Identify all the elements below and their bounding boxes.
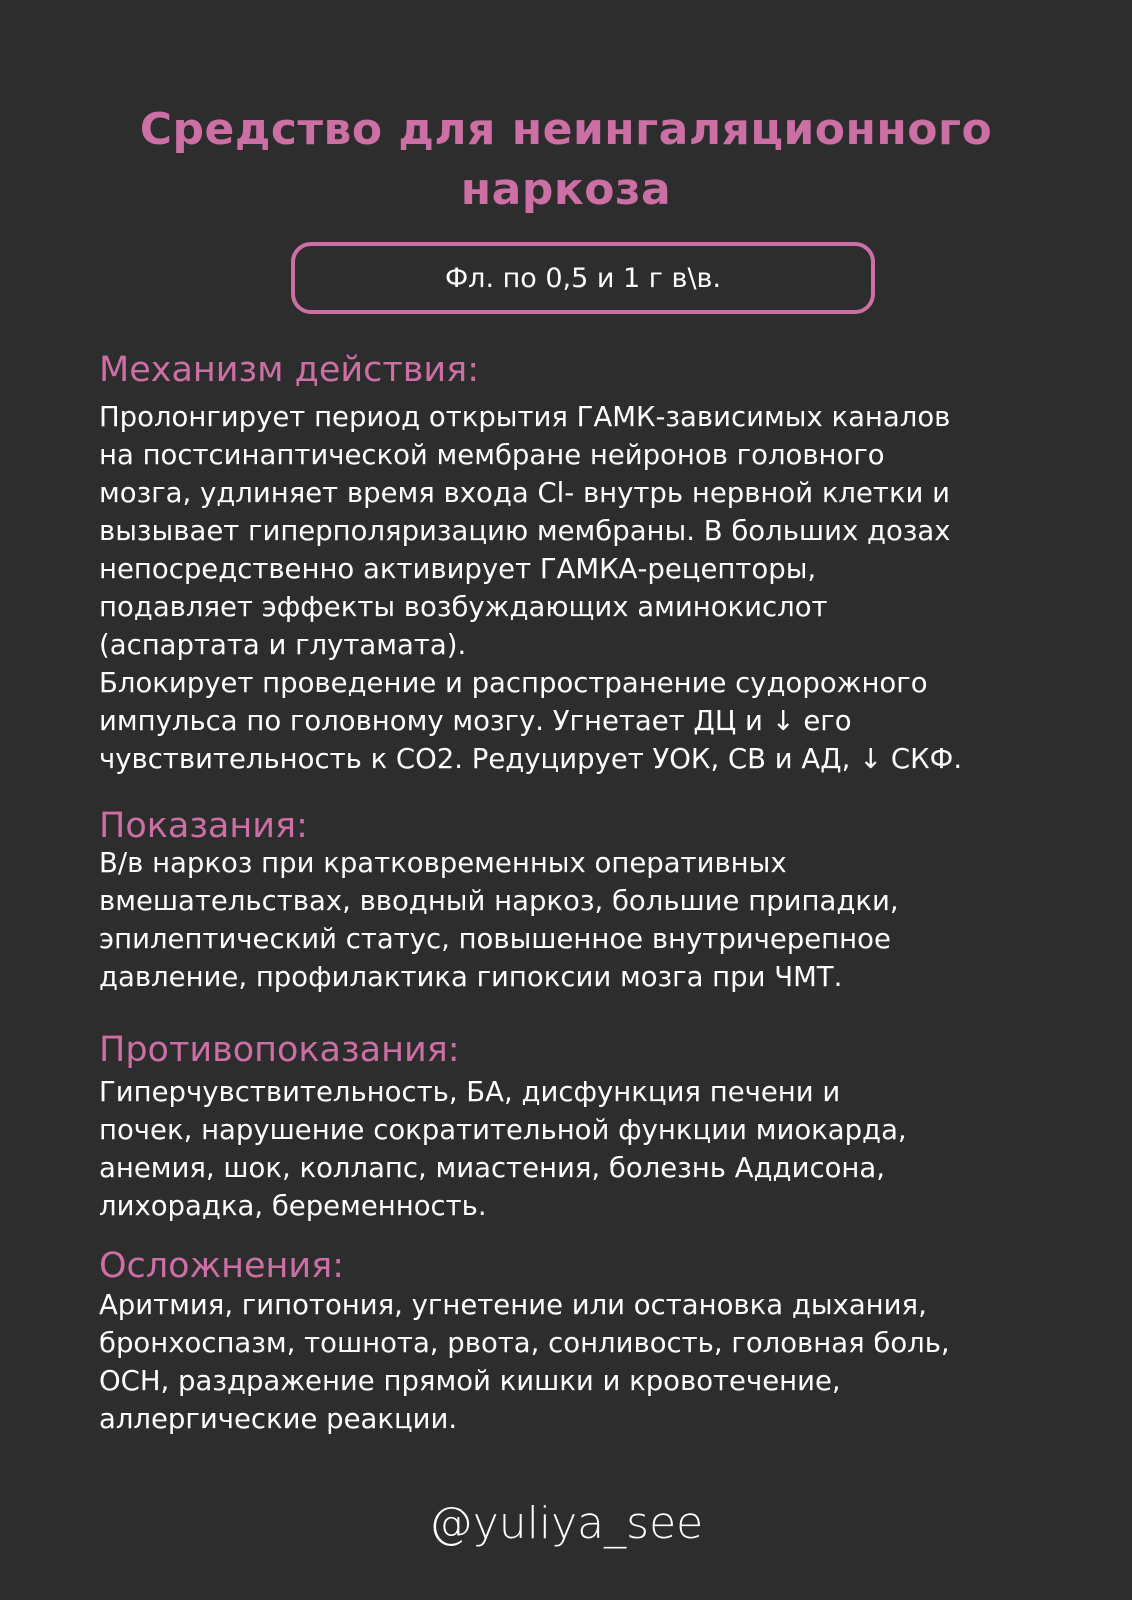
contraindications-text: Гиперчувствительность, БА, дисфункция печени и почек, нарушение сократительной функции миокарда, анемия, шок, коллапс, миастения, болезнь Аддисона, лихорадка, беременность. [99, 1076, 907, 1222]
complications-heading: Осложнения: [99, 1246, 344, 1286]
dosage-form-box [291, 242, 875, 314]
indications-heading: Показания: [99, 806, 308, 846]
complications-text: Аритмия, гипотония, угнетение или остановка дыхания, бронхоспазм, тошнота, рвота, сонливость, головная боль, ОСН, раздражение прямой кишки и кровотечение, аллергические реакции. [99, 1289, 950, 1435]
mechanism-heading: Механизм действия: [99, 350, 479, 390]
page-title: Средство для неингаляционного наркоза [139, 104, 993, 215]
mechanism-text: Пролонгирует период открытия ГАМК-зависимых каналов на постсинаптической мембране нейронов головного мозга, удлиняет время входа Cl- внутрь нервной клетки и вызывает гиперполяризацию мембраны. В больших дозах непосредственно активирует ГАМКА-рецепторы, подавляет эффекты возбуждающих аминокислот (аспартата и глутамата). Блокирует проведение и распространение судорожного импульса по головному мозгу. Угнетает ДЦ и ↓ его чувствительность к СО2. Редуцирует УОК, СВ и АД, ↓ СКФ. [99, 401, 963, 775]
author-handle: @yuliya_see [428, 1498, 704, 1549]
indications-text: В/в наркоз при кратковременных оперативных вмешательствах, вводный наркоз, большие припадки, эпилептический статус, повышенное внутричерепное давление, профилактика гипоксии мозга при ЧМТ. [99, 847, 899, 993]
dosage-form-text: Фл. по 0,5 и 1 г в\в. [444, 262, 722, 294]
contraindications-heading: Противопоказания: [99, 1030, 460, 1070]
